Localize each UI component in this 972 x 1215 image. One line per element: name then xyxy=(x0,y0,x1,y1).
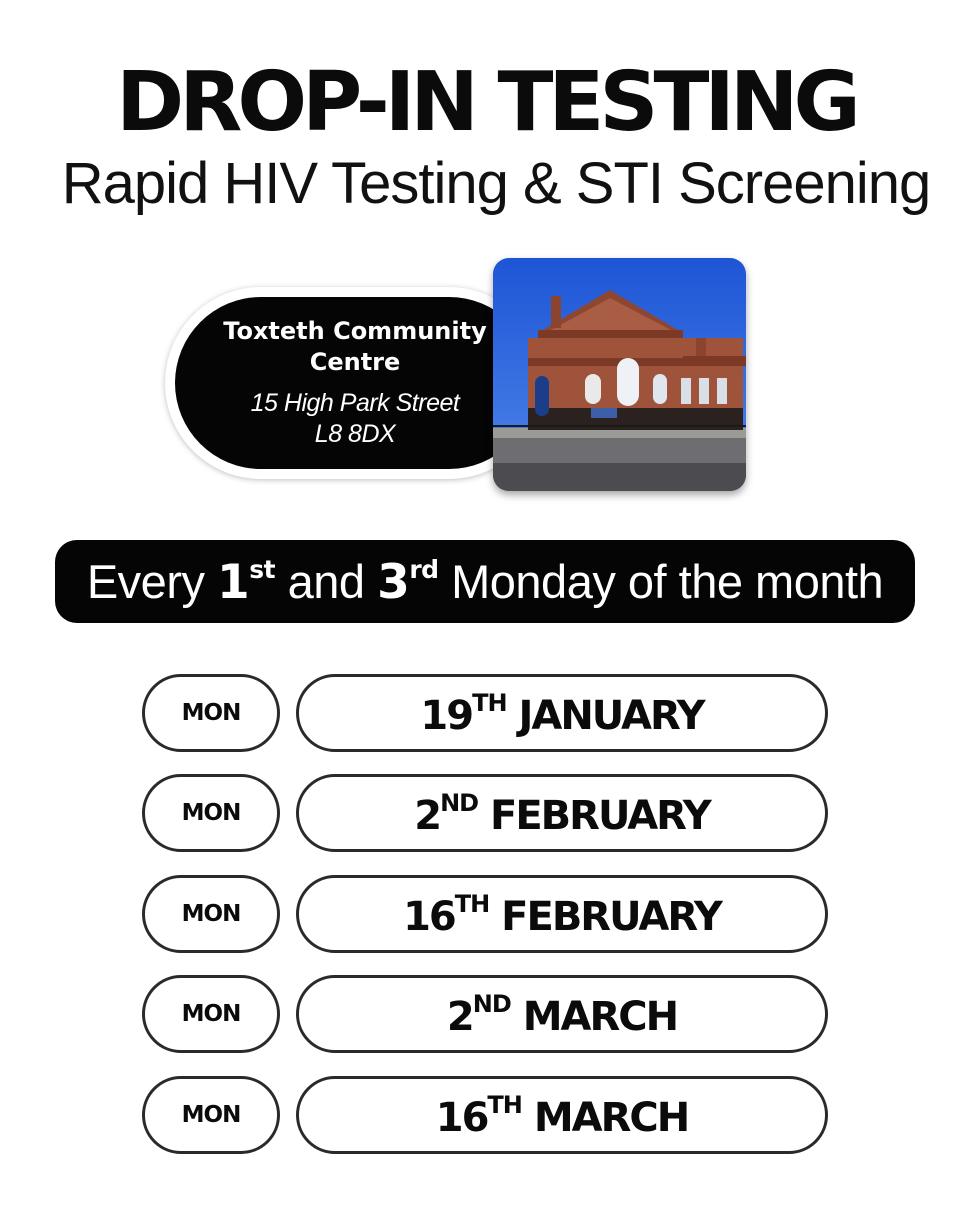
date-month: JANUARY xyxy=(518,693,704,739)
day-pill: MON xyxy=(142,1076,280,1154)
date-pill xyxy=(296,975,828,1053)
date-suffix: ND xyxy=(440,789,479,817)
date-suffix: TH xyxy=(472,689,507,717)
venue-address-line1: 15 High Park Street xyxy=(250,389,460,417)
schedule-every: Every xyxy=(86,555,205,608)
date-number: 19 xyxy=(420,693,473,739)
date-month: FEBRUARY xyxy=(490,793,710,839)
venue-name: Toxteth Community Centre xyxy=(223,317,487,376)
day-pill: MON xyxy=(142,774,280,852)
date-pill xyxy=(296,1076,828,1154)
date-suffix: TH xyxy=(487,1091,522,1119)
date-pill xyxy=(296,774,828,852)
date-number: 2 xyxy=(446,994,473,1040)
day-pill: MON xyxy=(142,674,280,752)
date-month: MARCH xyxy=(533,1095,689,1141)
date-number: 16 xyxy=(435,1095,488,1141)
schedule-first-suffix: st xyxy=(249,555,276,584)
schedule-rest: Monday of the month xyxy=(451,555,884,608)
venue-badge xyxy=(165,287,545,479)
date-month: FEBRUARY xyxy=(501,894,721,940)
venue-pill xyxy=(175,297,535,469)
building-photo-icon xyxy=(493,258,746,491)
venue-address-line2: L8 8DX xyxy=(314,420,396,448)
schedule-third-number: 3 xyxy=(377,555,410,610)
date-pill xyxy=(296,674,828,752)
schedule-and: and xyxy=(287,555,365,608)
schedule-third-suffix: rd xyxy=(409,555,439,584)
date-number: 16 xyxy=(403,894,455,940)
date-suffix: TH xyxy=(454,890,490,918)
date-suffix: ND xyxy=(472,990,511,1018)
date-month: MARCH xyxy=(522,994,678,1040)
schedule-banner xyxy=(55,540,915,623)
schedule-first-number: 1 xyxy=(217,555,250,610)
page-title: DROP-IN TESTING xyxy=(116,55,856,150)
venue-photo xyxy=(493,258,746,491)
date-pill xyxy=(296,875,828,953)
page-subtitle: Rapid HIV Testing & STI Screening xyxy=(61,151,931,216)
date-number: 2 xyxy=(414,793,441,839)
venue-address xyxy=(251,388,460,450)
day-pill: MON xyxy=(142,975,280,1053)
day-pill: MON xyxy=(142,875,280,953)
